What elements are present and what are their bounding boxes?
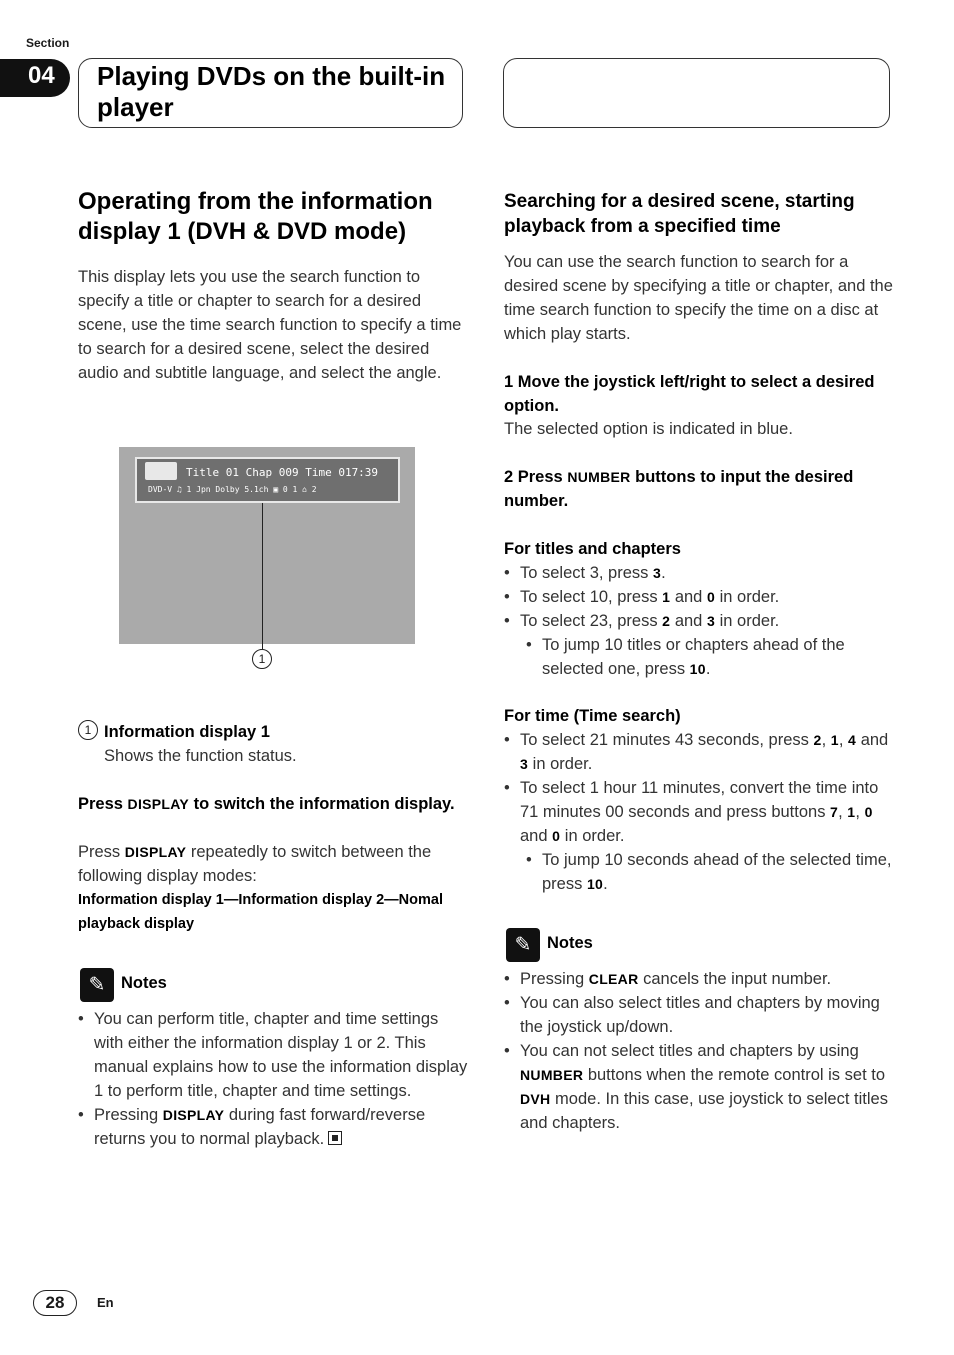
- left-intro: This display lets you use the search function to specify a title or chapter to search for a desired scene, use the time search function to specify a time to search for a desired scene, select the desired audio and subtitle language, and select the angle.: [78, 268, 462, 382]
- display-key: DISPLAY: [127, 796, 190, 812]
- page-title: Playing DVDs on the built-in player: [97, 61, 446, 122]
- callout-marker: 1: [252, 649, 272, 669]
- step1-title: 1 Move the joystick left/right to select a desired option.: [504, 373, 875, 415]
- time-list: [504, 728, 894, 896]
- legend-number: 1: [78, 720, 98, 740]
- item-text: .: [705, 660, 711, 678]
- body-suffix: repeatedly to switch between the following display modes:: [78, 843, 432, 885]
- note-prefix: Pressing: [94, 1106, 163, 1124]
- list-item: • To select 1 hour 11 minutes, convert the time into 71 minutes 00 seconds and press buttons 7, 1, 0 and 0 in order.: [504, 779, 879, 845]
- display-key: DISPLAY: [124, 844, 187, 860]
- list-item: • To select 23, press 2 and 3 in order.: [504, 612, 780, 630]
- section-label: Section: [26, 36, 70, 50]
- stop-icon: [328, 1131, 342, 1145]
- key: 2: [813, 732, 822, 748]
- key: 3: [706, 613, 716, 629]
- page-number: 28: [33, 1290, 77, 1316]
- step-prefix: Press: [78, 795, 128, 813]
- notes-label: Notes: [121, 974, 167, 992]
- step1-body: The selected option is indicated in blue.: [504, 420, 793, 438]
- callout-leader-line: [262, 503, 263, 649]
- list-item: • You can also select titles and chapters by moving the joystick up/down.: [504, 994, 880, 1036]
- empty-title-frame: [503, 58, 890, 128]
- disc-icon: [145, 462, 177, 480]
- step2-prefix: 2 Press: [504, 468, 568, 486]
- list-item: • Pressing DISPLAY during fast forward/reverse returns you to normal playback.: [78, 1106, 426, 1148]
- step2-title: [504, 465, 894, 513]
- legend-desc: Shows the function status.: [104, 747, 297, 765]
- item-text: You can not select titles and chapters by using: [520, 1042, 859, 1060]
- item-text: in order.: [528, 755, 593, 773]
- info-bar-row2: DVD-V ♫ 1 Jpn Dolby 5.1ch ▣ 0 1 ⌂ 2: [148, 485, 317, 494]
- key: 1: [662, 589, 671, 605]
- list-subitem: • To jump 10 seconds ahead of the selected time, press 10.: [526, 851, 892, 893]
- key: 10: [586, 876, 604, 892]
- titles-heading: For titles and chapters: [504, 540, 681, 558]
- pencil-icon: ✎: [80, 968, 114, 1002]
- language-code: En: [97, 1295, 114, 1310]
- display-key: DISPLAY: [162, 1107, 225, 1123]
- step-suffix: to switch the information display.: [189, 795, 455, 813]
- time-heading: For time (Time search): [504, 707, 681, 725]
- key: 1: [830, 732, 839, 748]
- left-notes-list: [78, 1007, 468, 1151]
- list-item: • You can perform title, chapter and time settings with either the information display 1 or 2. This manual explains how to use the information display 1 to perform title, chapter and time settings.: [78, 1010, 468, 1100]
- list-subitem: • To jump 10 titles or chapters ahead of the selected one, press 10.: [526, 636, 845, 678]
- section-number: 04: [28, 62, 55, 89]
- item-text: Pressing: [520, 970, 589, 988]
- number-key: NUMBER: [567, 469, 631, 485]
- key: CLEAR: [588, 971, 639, 987]
- titles-list: [504, 561, 894, 681]
- note-text: You can perform title, chapter and time settings with either the information display 1 or 2. This manual explains how to use the information display 1 to perform title, chapter and time settings.: [94, 1010, 468, 1100]
- display-modes: Information display 1—Information display 2—Nomal playback display: [78, 892, 443, 932]
- key: 7: [830, 804, 839, 820]
- left-heading: Operating from the information display 1 (DVH & DVD mode): [78, 188, 433, 245]
- item-text: mode. In this case, use joystick to select titles and chapters.: [520, 1090, 888, 1132]
- key: DVH: [520, 1091, 551, 1107]
- item-text: To jump 10 seconds ahead of the selected time, press: [542, 851, 892, 893]
- item-text: buttons when the remote control is set to: [583, 1066, 885, 1084]
- item-text: and: [670, 588, 707, 606]
- item-text: in order.: [560, 827, 625, 845]
- pencil-icon: ✎: [506, 928, 540, 962]
- right-intro: You can use the search function to search for a desired scene by specifying a title or chapter, and the time search function to specify the time on a disc at which play starts.: [504, 253, 893, 343]
- right-notes-list: [504, 967, 894, 1135]
- item-text: To jump 10 titles or chapters ahead of the selected one, press: [542, 636, 845, 678]
- body-prefix: Press: [78, 843, 125, 861]
- key: 1: [847, 804, 856, 820]
- item-text: You can also select titles and chapters by moving the joystick up/down.: [520, 994, 880, 1036]
- item-text: To select 1 hour 11 minutes, convert the time into 71 minutes 00 seconds and press buttons: [520, 779, 879, 821]
- key: 0: [706, 589, 716, 605]
- info-bar-row1: Title 01 Chap 009 Time 017:39: [186, 466, 379, 479]
- item-text: To select 3, press: [520, 564, 653, 582]
- item-text: To select 21 minutes 43 seconds, press: [520, 731, 814, 749]
- item-text: To select 10, press: [520, 588, 663, 606]
- item-text: .: [603, 875, 608, 893]
- key: 0: [864, 804, 873, 820]
- list-item: • To select 3, press 3.: [504, 564, 666, 582]
- item-text: in order.: [715, 588, 780, 606]
- key: 3: [652, 565, 662, 581]
- key: 0: [552, 828, 561, 844]
- key: 3: [520, 756, 529, 772]
- note-suffix: during fast forward/reverse returns you to normal playback.: [94, 1106, 426, 1148]
- key: 2: [662, 613, 671, 629]
- item-text: cancels the input number.: [638, 970, 832, 988]
- list-item: • Pressing CLEAR cancels the input number.: [504, 970, 832, 988]
- item-text: To select 23, press: [520, 612, 663, 630]
- display-step-title: [78, 792, 463, 816]
- key: 4: [848, 732, 857, 748]
- item-text: and: [520, 827, 553, 845]
- item-text: in order.: [715, 612, 780, 630]
- right-heading: Searching for a desired scene, starting playback from a specified time: [504, 191, 855, 237]
- step2-suffix: buttons to input the desired number.: [504, 468, 854, 510]
- key: NUMBER: [520, 1067, 584, 1083]
- key: 10: [689, 661, 706, 677]
- list-item: • You can not select titles and chapters by using NUMBER buttons when the remote control is set to DVH mode. In this case, use joystick to select titles and chapters.: [504, 1042, 888, 1132]
- item-text: and: [856, 731, 889, 749]
- legend-title: Information display 1: [104, 723, 270, 741]
- notes-label: Notes: [547, 934, 593, 952]
- list-item: • To select 21 minutes 43 seconds, press 2, 1, 4 and 3 in order.: [504, 731, 889, 773]
- display-step-body: [78, 840, 463, 888]
- item-text: .: [661, 564, 666, 582]
- list-item: • To select 10, press 1 and 0 in order.: [504, 588, 780, 606]
- item-text: and: [670, 612, 707, 630]
